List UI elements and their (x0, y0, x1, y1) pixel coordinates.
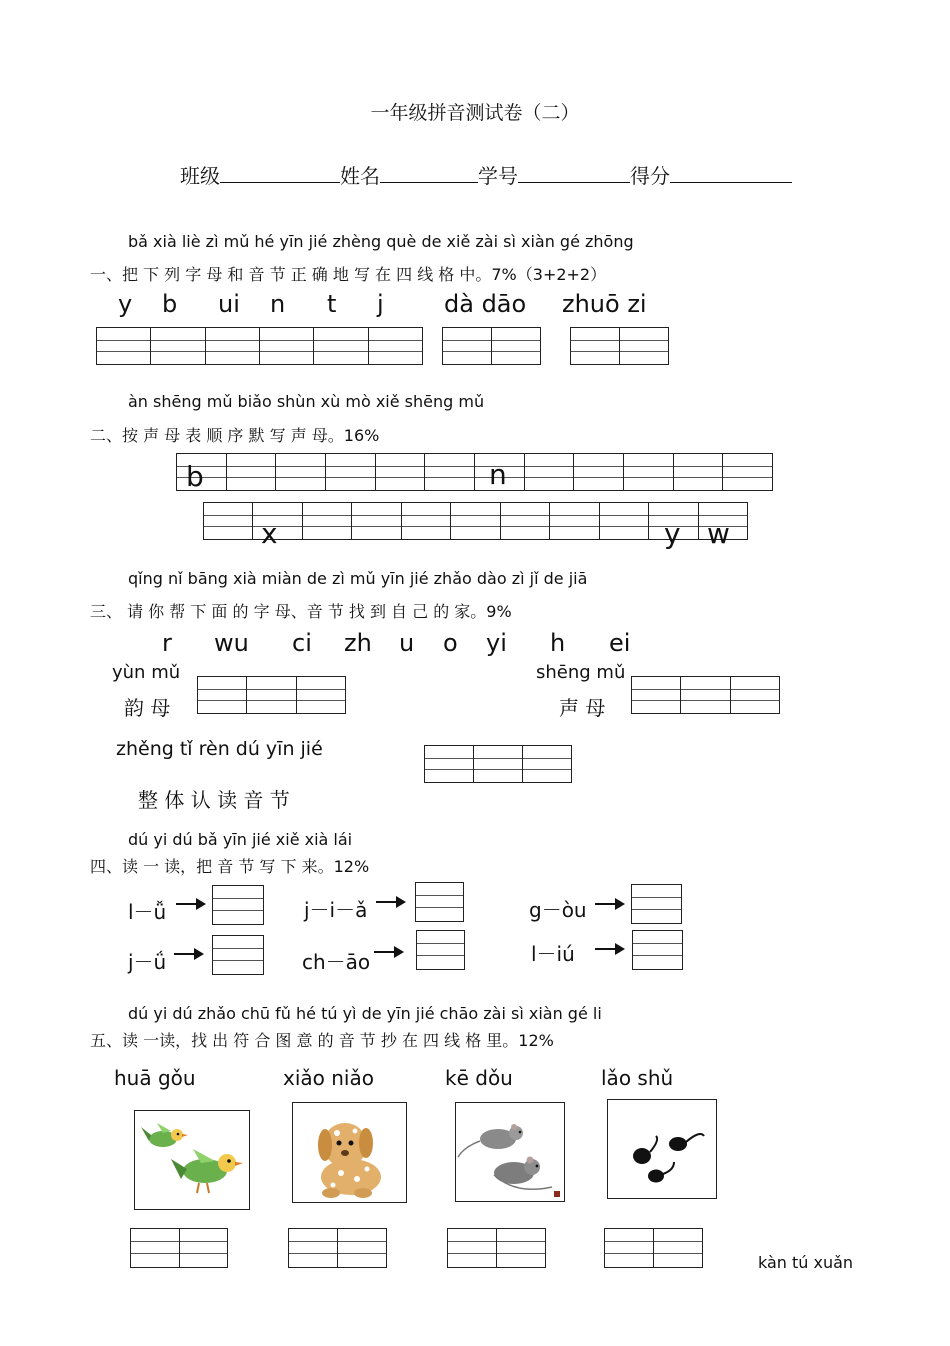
q2-writing-grid-row1[interactable] (176, 453, 773, 491)
q4-instruction: 四、读 一 读，把 音 节 写 下 来。12% (90, 857, 370, 876)
q3-item: zh (344, 629, 372, 657)
dog-picture (292, 1102, 407, 1203)
arrow-right-icon (176, 903, 204, 905)
q3-item: ci (292, 629, 312, 657)
q1-letter: t (327, 290, 337, 318)
arrow-right-icon (174, 953, 202, 955)
q5-answer-grid[interactable] (604, 1228, 703, 1268)
q3-item: o (443, 629, 458, 657)
q3-yunmu-label: 韵 母 (124, 696, 171, 720)
q5-answer-grid[interactable] (130, 1228, 228, 1268)
q3-shengmu-label: 声 母 (559, 696, 606, 720)
page-title: 一年级拼音测试卷（二） (370, 102, 580, 124)
q5-label: lǎo shǔ (601, 1066, 674, 1090)
q1-instruction: 一、把 下 列 字 母 和 音 节 正 确 地 写 在 四 线 格 中。7%（3+2+2） (90, 265, 607, 284)
q3-item: u (399, 629, 415, 657)
q3-zhengti-label: 整 体 认 读 音 节 (138, 788, 290, 812)
arrow-right-icon (376, 901, 404, 903)
q4-item: l－iú (531, 942, 575, 966)
info-line (180, 160, 792, 189)
q5-instruction: 五、读 一读，找 出 符 合 图 意 的 音 节 抄 在 四 线 格 里。12% (90, 1031, 554, 1050)
q3-item: ei (609, 629, 631, 657)
arrow-right-icon (595, 948, 623, 950)
arrow-right-icon (595, 903, 623, 905)
q2-letter: x (261, 517, 278, 550)
q1-writing-grid[interactable] (570, 327, 669, 365)
q3-item: h (550, 629, 566, 657)
id-field[interactable] (518, 160, 630, 183)
q4-pinyin: dú yi dú bǎ yīn jié xiě xià lái (128, 830, 353, 849)
q3-pinyin: qǐng nǐ bāng xià miàn de zì mǔ yīn jié zhǎo dào zì jǐ de jiā (128, 569, 588, 588)
q2-letter: b (186, 460, 204, 493)
q4-item: g－òu (529, 898, 587, 922)
class-field[interactable] (220, 160, 340, 183)
q3-item: wu (214, 629, 249, 657)
q5-label: kē dǒu (445, 1066, 513, 1090)
q4-answer-grid[interactable] (632, 930, 683, 970)
q3-item: yi (486, 629, 507, 657)
q4-answer-grid[interactable] (631, 884, 682, 924)
q2-instruction: 二、按 声 母 表 顺 序 默 写 声 母。16% (90, 426, 380, 445)
tadpoles-picture (607, 1099, 717, 1199)
q3-instruction: 三、 请 你 帮 下 面 的 字 母、音 节 找 到 自 己 的 家。9% (90, 602, 512, 621)
birds-picture (134, 1110, 250, 1210)
q4-answer-grid[interactable] (212, 885, 264, 925)
q1-letter: b (162, 290, 178, 318)
q1-word: dà dāo (444, 290, 527, 318)
q1-letter: n (270, 290, 286, 318)
q4-item: l－ǚ (128, 900, 167, 924)
q4-answer-grid[interactable] (416, 930, 465, 970)
q3-yunmu-pinyin: yùn mǔ (112, 662, 181, 683)
q1-word: zhuō zi (562, 290, 647, 318)
q1-letter: ui (218, 290, 240, 318)
q4-answer-grid[interactable] (212, 935, 264, 975)
q2-letter: y (664, 517, 681, 550)
q5-label: huā gǒu (114, 1066, 196, 1090)
name-field[interactable] (380, 160, 478, 183)
q3-zhengti-grid[interactable] (424, 745, 572, 783)
q3-shengmu-grid[interactable] (631, 676, 780, 714)
q4-item: j－i－ǎ (304, 898, 368, 922)
q5-pinyin: dú yi dú zhǎo chū fǔ hé tú yì de yīn jié chāo zài sì xiàn gé li (128, 1004, 602, 1023)
q1-letter: j (377, 290, 384, 318)
q5-answer-grid[interactable] (288, 1228, 387, 1268)
q2-letter: w (707, 517, 730, 550)
score-label: 得分 (630, 164, 670, 188)
q1-letter: y (118, 290, 133, 318)
q1-writing-grid[interactable] (442, 327, 541, 365)
q4-item: ch－āo (302, 950, 371, 974)
class-label: 班级 (180, 164, 220, 188)
q4-answer-grid[interactable] (415, 882, 464, 922)
q2-letter: n (489, 458, 507, 491)
q1-writing-grid[interactable] (96, 327, 423, 365)
score-field[interactable] (670, 160, 792, 183)
q3-yunmu-grid[interactable] (197, 676, 346, 714)
q4-item: j－ǘ (128, 950, 167, 974)
q3-item: r (162, 629, 172, 657)
q1-pinyin: bǎ xià liè zì mǔ hé yīn jié zhèng què de xiě zài sì xiàn gé zhōng (128, 232, 634, 251)
id-label: 学号 (478, 164, 518, 188)
q5-answer-grid[interactable] (447, 1228, 546, 1268)
q5-label: xiǎo niǎo (283, 1066, 374, 1090)
footer-pinyin: kàn tú xuǎn (758, 1253, 854, 1272)
q3-shengmu-pinyin: shēng mǔ (536, 662, 626, 683)
q2-pinyin: àn shēng mǔ biǎo shùn xù mò xiě shēng mǔ (128, 392, 485, 411)
name-label: 姓名 (340, 164, 380, 188)
arrow-right-icon (374, 951, 402, 953)
mice-picture (455, 1102, 565, 1202)
q3-zhengti-pinyin: zhěng tǐ rèn dú yīn jié (116, 738, 323, 760)
